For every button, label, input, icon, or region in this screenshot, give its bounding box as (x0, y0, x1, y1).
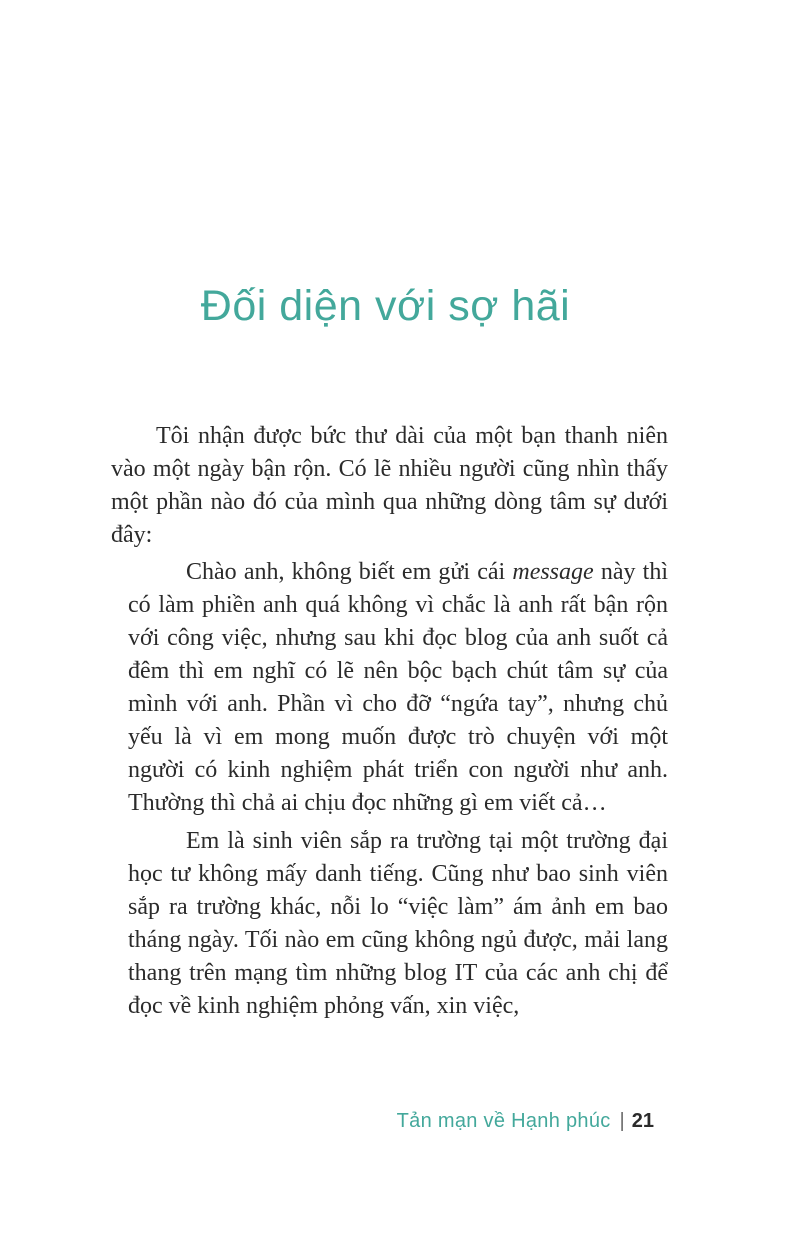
letter-quote-block (128, 556, 668, 1023)
page-number: 21 (631, 1110, 654, 1132)
footer-book-title: Tản mạn về Hạnh phúc (396, 1110, 611, 1132)
letter-paragraph-1-text-end: này thì có làm phiền anh quá không vì chắc là anh rất bận rộn với công việc, nhưng sau khi đọc blog của anh suốt cả đêm thì em nghĩ có lẽ nên bộc bạch chút tâm sự của mình với anh. Phần vì cho đỡ “ngứa tay”, nhưng chủ yếu là vì em mong muốn được trò chuyện với một người có kinh nghiệm phát triển con người như anh. Thường thì chả ai chịu đọc những gì em viết cả… (128, 559, 668, 816)
letter-paragraph-1-text-start: Chào anh, không biết em gửi cái (186, 559, 513, 585)
letter-italic-word: message (512, 559, 594, 585)
page-footer (397, 1108, 654, 1134)
intro-paragraph: Tôi nhận được bức thư dài của một bạn thanh niên vào một ngày bận rộn. Có lẽ nhiều người cũng nhìn thấy một phần nào đó của mình qua những dòng tâm sự dưới đây: (111, 423, 668, 548)
chapter-title: Đối diện với sợ hãi (200, 282, 571, 330)
letter-paragraph-1 (128, 556, 668, 820)
page-body-text (111, 420, 668, 1023)
letter-paragraph-2: Em là sinh viên sắp ra trường tại một trường đại học tư không mấy danh tiếng. Cũng như bao sinh viên sắp ra trường khác, nỗi lo “việc làm” ám ảnh em bao tháng ngày. Tối nào em cũng không ngủ được, mải lang thang trên mạng tìm những blog IT của các anh chị để đọc về kinh nghiệm phỏng vấn, xin việc, (128, 828, 668, 1019)
footer-separator: | (619, 1110, 625, 1132)
